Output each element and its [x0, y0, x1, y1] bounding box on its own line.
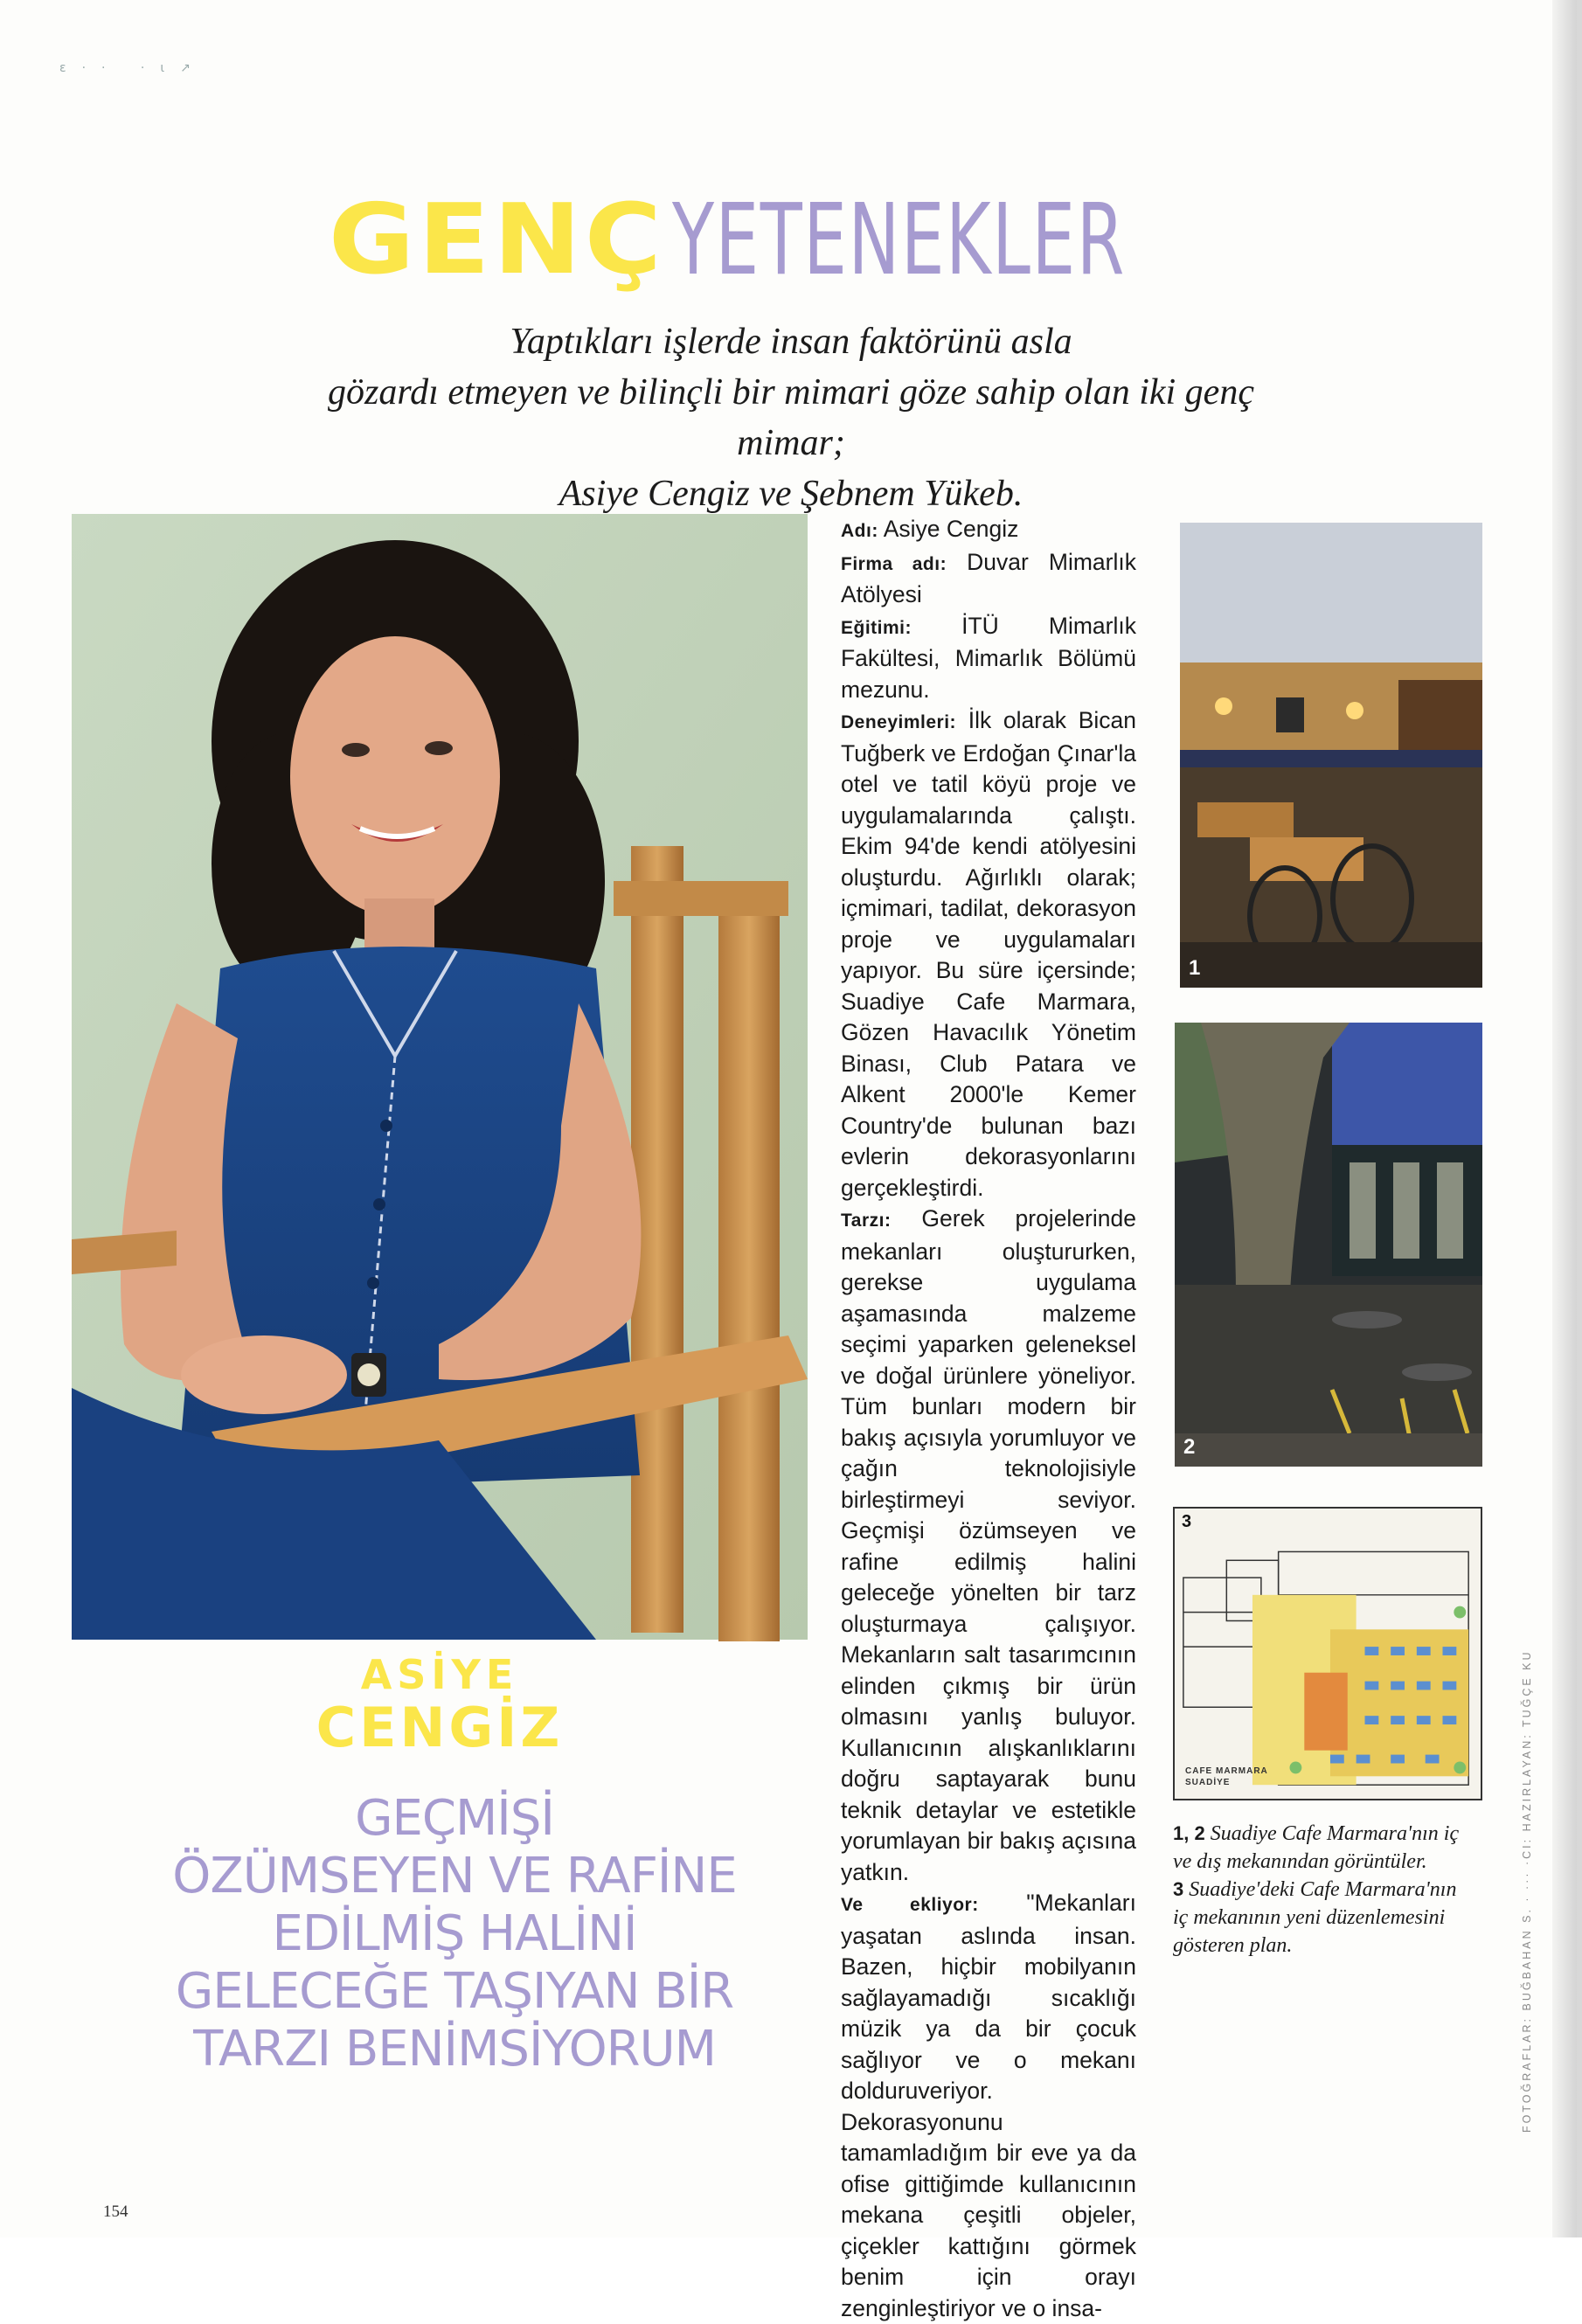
bio-value: İTÜ Mimarlık Fakültesi, Mimarlık Bölümü mezunu. [841, 612, 1136, 703]
bio-label: Adı: [841, 521, 878, 541]
title-light-word: YETENEKLER [671, 183, 1126, 297]
bio-firm [841, 547, 1136, 611]
photo-credits: FOTOĞRAFLAR: BUĞBAHAN S. · ··· ·CI: HAZIRLAYAN: TUĞÇE KU [1521, 1649, 1533, 2133]
pull-quote-line: TARZI BENİMSİYORUM [193, 2021, 716, 2078]
plan-sign-line: SUADİYE [1185, 1778, 1231, 1787]
photo-number: 2 [1183, 1435, 1196, 1459]
subtitle-line: gözardı etmeyen ve bilinçli bir mimari göze sahip olan iki genç mimar; [328, 372, 1254, 463]
subtitle-line: Yaptıkları işlerde insan faktörünü asla [510, 322, 1072, 362]
bio-value: Asiye Cengiz [883, 516, 1019, 542]
caption-number: 1, 2 [1173, 1822, 1205, 1844]
page-edge [1552, 0, 1577, 2237]
pull-quote [166, 1790, 743, 2078]
floor-plan [1173, 1507, 1482, 1800]
plan-sign [1185, 1766, 1268, 1788]
subtitle-line: Asiye Cengiz ve Şebnem Yükeb. [559, 474, 1023, 514]
bio-column [841, 514, 1136, 2324]
subtitle [288, 316, 1294, 519]
page-title [0, 179, 1582, 301]
bio-label: Tarzı: [841, 1211, 892, 1231]
person-first-name: ASİYE [360, 1651, 519, 1698]
caption-text: Suadiye Cafe Marmara'nın iç ve dış mekanından görüntüler. [1173, 1822, 1460, 1873]
bio-label: Firma adı: [841, 553, 947, 574]
bio-name [841, 514, 1136, 547]
person-name [72, 1652, 808, 1759]
cafe-interior-photo [1180, 523, 1482, 988]
photo-caption [1173, 1820, 1465, 1960]
pull-quote-line: ÖZÜMSEYEN VE RAFİNE [172, 1848, 737, 1904]
pull-quote-line: GEÇMİŞİ [355, 1790, 554, 1847]
bio-style [841, 1204, 1136, 1888]
bio-education [841, 611, 1136, 706]
bio-value: "Mekanları yaşatan aslında insan. Bazen, hiçbir mobilyanın sağlayamadığı sıcaklığı müzik ya da bir çocuk sağlıyor ve o mekanı dolduruveriyor. Dekorasyonunu tamamladığım bir eve ya da ofise gittiğimde kullanıcının mekana çeşitli objeler, çiçekler kattığını görmek benim için orayı zenginleştiriyor ve o insa- [841, 1890, 1136, 2321]
bio-label: Deneyimleri: [841, 712, 957, 732]
pull-quote-line: EDİLMİŞ HALİNİ [272, 1905, 637, 1962]
photo-number: 1 [1189, 956, 1201, 980]
corner-marks: ε·· ·ι↗ [59, 61, 206, 75]
bio-adds [841, 1888, 1136, 2324]
bio-experience [841, 705, 1136, 1204]
plan-sign-line: CAFE MARMARA [1185, 1766, 1268, 1776]
bio-label: Eğitimi: [841, 617, 912, 638]
caption-number: 3 [1173, 1878, 1184, 1900]
portrait-photo [72, 514, 808, 1640]
plan-number: 3 [1182, 1512, 1192, 1531]
caption-text: Suadiye'deki Cafe Marmara'nın iç mekanının yeni düzenlemesini gösteren plan. [1173, 1878, 1457, 1957]
cafe-exterior-photo [1175, 1023, 1482, 1467]
bio-value: Gerek projelerinde mekanları oluştururken, gerekse uygulama aşamasında malzeme seçimi yaparken geleneksel ve doğal ürünlere yöneliyor. Tüm bunları modern bir bakış açısıyla yorumluyor ve çağın teknolojisiyle birleştirmeyi seviyor. Geçmişi özümseyen ve rafine edilmiş halini geleceğe yönelten bir tarz oluşturmaya çalışıyor. Mekanların salt tasarımcının elinden çıkmış bir ürün olmasını yanlış buluyor. Kullanıcının alışkanlıklarını doğru saptayarak bunu teknik detaylar ve estetikle yorumlayan bir bakış açısına yatkın. [841, 1205, 1136, 1885]
person-last-name: CENGİZ [316, 1696, 564, 1759]
title-bold-word: GENÇ [328, 184, 665, 296]
page-number: 154 [103, 2203, 128, 2221]
bio-value: İlk olarak Bican Tuğberk ve Erdoğan Çınar'la otel ve tatil köyü proje ve uygulamalarında çalıştı. Ekim 94'de kendi atölyesini oluşturdu. Ağırlıklı olarak; içmimari, tadilat, dekorasyon proje ve uygulamaları yapıyor. Bu süre içersinde; Suadiye Cafe Marmara, Gözen Havacılık Yönetim Binası, Club Patara ve Alkent 2000'le Kemer Country'de bulunan bazı evlerin dekorasyonlarını gerçekleştirdi. [841, 707, 1136, 1201]
pull-quote-line: GELECEĞE TAŞIYAN BİR [175, 1963, 734, 2020]
bio-label: Ve ekliyor: [841, 1895, 979, 1915]
bio-value: Duvar Mimarlık Atölyesi [841, 548, 1136, 607]
caption-entry [1173, 1876, 1465, 1960]
caption-entry [1173, 1820, 1465, 1876]
